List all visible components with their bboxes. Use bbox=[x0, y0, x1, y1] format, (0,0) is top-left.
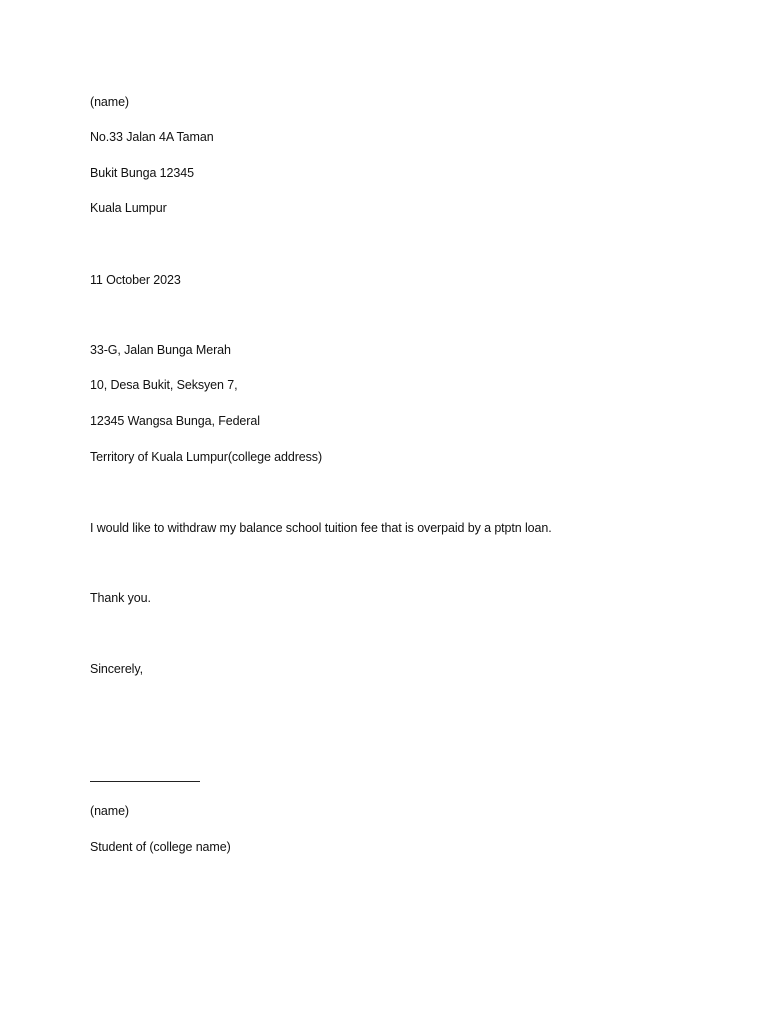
sender-address-line-3: Kuala Lumpur bbox=[90, 201, 167, 215]
signature-line bbox=[90, 781, 200, 782]
signature-title: Student of (college name) bbox=[90, 840, 231, 854]
recipient-address-line-2: 10, Desa Bukit, Seksyen 7, bbox=[90, 378, 238, 392]
recipient-address-line-1: 33-G, Jalan Bunga Merah bbox=[90, 343, 231, 357]
sender-address-line-1: No.33 Jalan 4A Taman bbox=[90, 130, 214, 144]
letter-body: I would like to withdraw my balance school tuition fee that is overpaid by a ptptn loan. bbox=[90, 521, 552, 535]
thanks-line: Thank you. bbox=[90, 591, 151, 605]
closing-line: Sincerely, bbox=[90, 662, 143, 676]
sender-address-line-2: Bukit Bunga 12345 bbox=[90, 166, 194, 180]
sender-name: (name) bbox=[90, 95, 129, 109]
letter-date: 11 October 2023 bbox=[90, 273, 181, 287]
recipient-address-line-3: 12345 Wangsa Bunga, Federal bbox=[90, 414, 260, 428]
recipient-address-line-4: Territory of Kuala Lumpur(college address) bbox=[90, 450, 323, 464]
signature-name: (name) bbox=[90, 804, 129, 818]
